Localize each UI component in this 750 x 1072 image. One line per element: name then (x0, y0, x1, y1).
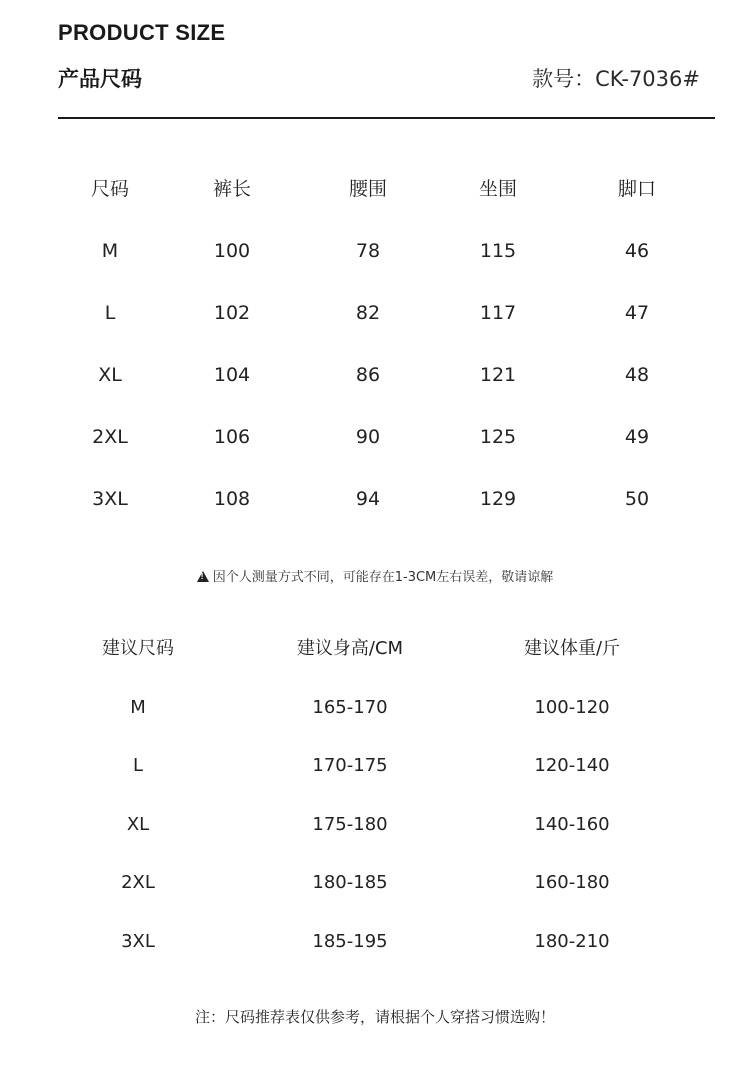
table-cell: 46 (624, 240, 650, 262)
table-cell: 100-120 (534, 696, 610, 718)
table-cell: 50 (624, 488, 650, 510)
table-cell: 185-195 (312, 930, 388, 952)
table-cell: 125 (479, 426, 517, 448)
table-cell: XL (98, 364, 122, 386)
table-cell: M (101, 240, 119, 262)
warning-icon (197, 571, 209, 582)
header-cell: 尺码 (90, 178, 129, 200)
table-cell: 86 (355, 364, 381, 386)
table-cell: 108 (213, 488, 251, 510)
table-cell: 180-185 (312, 872, 388, 893)
style-number: 款号：CK-7036# (532, 67, 700, 91)
table-row (0, 854, 750, 913)
header-cell: 裤长 (212, 178, 251, 200)
table-cell: 2XL (121, 872, 155, 893)
table-row (0, 913, 750, 972)
table-cell: 129 (479, 488, 517, 510)
table-cell: 140-160 (534, 813, 610, 835)
header-cell: 建议尺码 (102, 638, 174, 659)
table-cell: 100 (213, 240, 251, 262)
title-chinese: 产品尺码 (58, 67, 142, 91)
recommendation-table-header (0, 620, 750, 679)
table-cell: L (104, 302, 116, 324)
table-row (40, 344, 700, 406)
table-cell: 117 (479, 302, 517, 324)
header-cell: 建议体重/斤 (523, 638, 621, 659)
table-row (40, 406, 700, 468)
table-cell: 2XL (92, 426, 128, 448)
table-cell: 165-170 (312, 696, 388, 718)
table-row (0, 737, 750, 796)
header-cell: 脚口 (617, 178, 656, 200)
table-cell: 175-180 (312, 813, 388, 835)
table-cell: 48 (624, 364, 650, 386)
table-cell: 180-210 (534, 930, 610, 952)
recommendation-table (0, 620, 750, 971)
table-cell: 3XL (92, 488, 128, 510)
table-cell: 106 (213, 426, 251, 448)
table-row (40, 282, 700, 344)
table-row (0, 679, 750, 738)
table-cell: L (132, 755, 144, 776)
header-cell: 建议身高/CM (296, 638, 404, 659)
table-cell: XL (126, 813, 150, 835)
measurement-note-text: 因个人测量方式不同，可能存在1-3CM左右误差，敬请谅解 (212, 570, 554, 585)
header-divider (58, 117, 715, 119)
table-row (0, 796, 750, 855)
size-table-header (40, 158, 700, 220)
table-cell: 115 (479, 240, 517, 262)
table-cell: 170-175 (312, 755, 388, 776)
table-cell: 121 (479, 364, 517, 386)
table-cell: 3XL (121, 930, 155, 952)
footer-note: 注：尺码推荐表仅供参考，请根据个人穿搭习惯选购！ (194, 1008, 555, 1026)
table-cell: 104 (213, 364, 251, 386)
title-english: PRODUCT SIZE (58, 20, 226, 45)
table-cell: 49 (624, 426, 650, 448)
table-cell: 160-180 (534, 872, 610, 893)
header-cell: 坐围 (478, 178, 517, 200)
size-table (40, 158, 700, 530)
table-row (40, 468, 700, 530)
table-cell: 47 (624, 302, 650, 324)
table-cell: 102 (213, 302, 251, 324)
table-cell: 94 (355, 488, 381, 510)
measurement-note (0, 566, 750, 585)
table-row (40, 220, 700, 282)
header-cell: 腰围 (348, 178, 387, 200)
table-cell: 78 (355, 240, 381, 262)
table-cell: 120-140 (534, 755, 610, 776)
table-cell: 82 (355, 302, 381, 324)
table-cell: M (130, 696, 146, 718)
table-cell: 90 (355, 426, 381, 448)
